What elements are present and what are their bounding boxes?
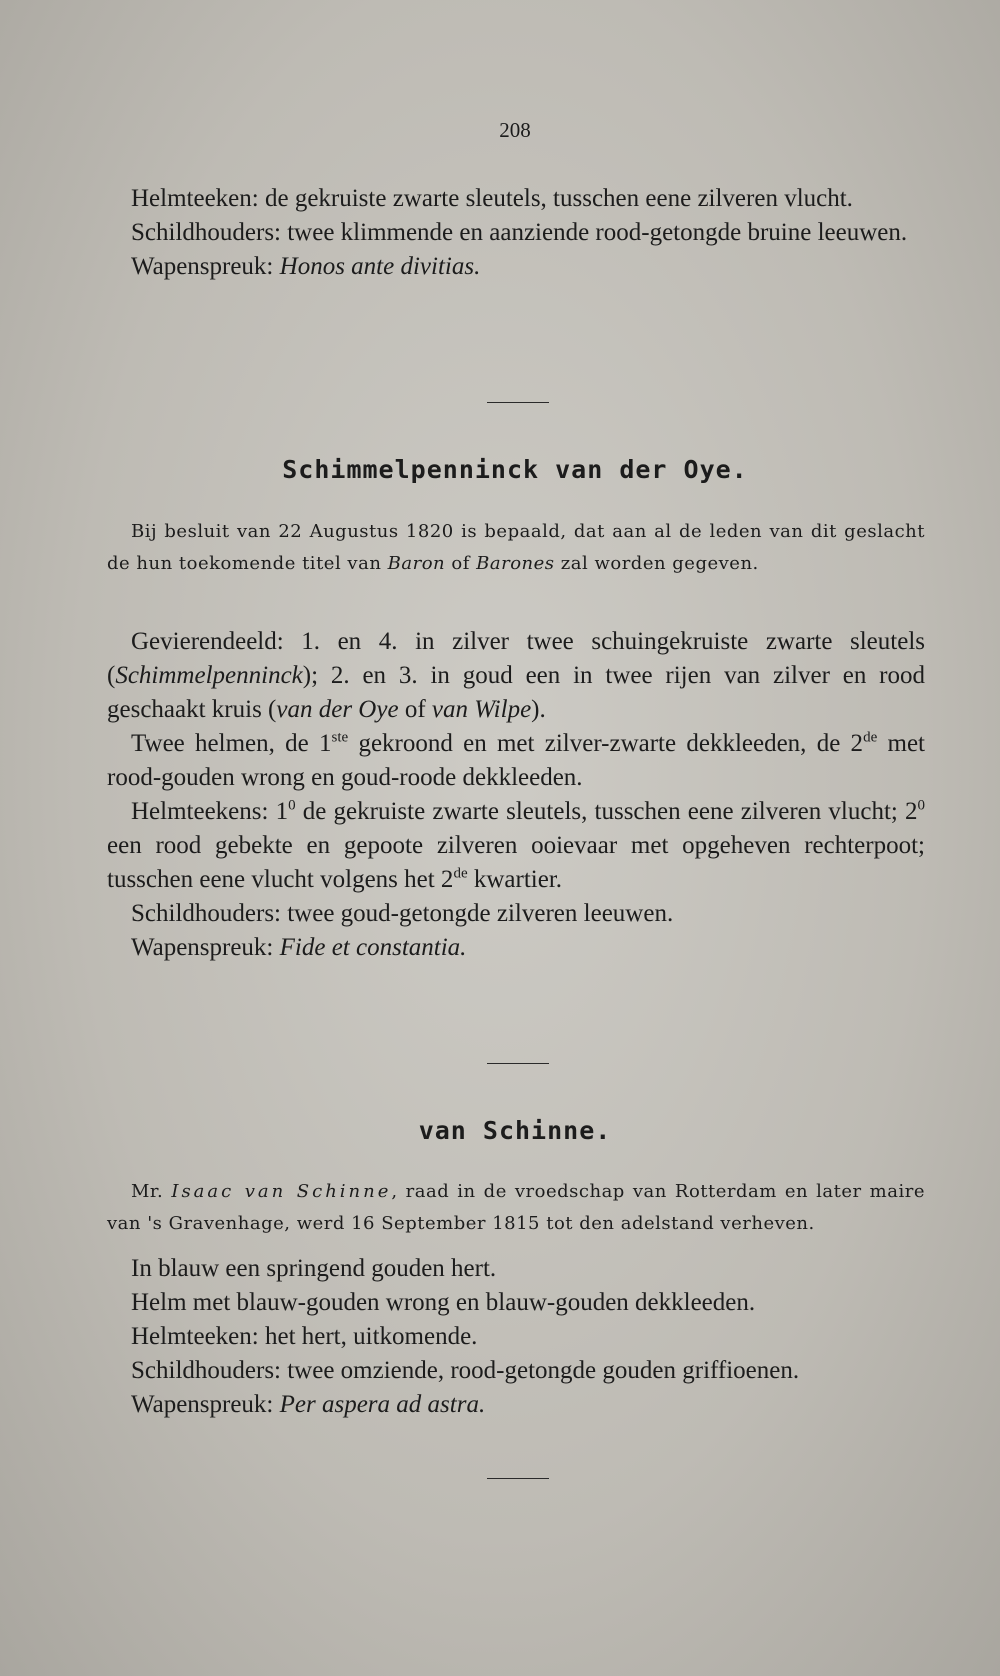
paragraph-helmteeken: Helmteeken: de gekruiste zwarte sleutels, tusschen eene zilveren vlucht. xyxy=(131,185,853,212)
intro-paragraph xyxy=(107,1176,925,1240)
section-continuation xyxy=(107,182,925,284)
intro-text-a: Bij besluit van 22 Augustus 1820 is bepaald, dat aan al de leden van dit geslacht de hun toekomende titel van xyxy=(107,521,925,574)
p3-text-d: kwartier. xyxy=(473,866,563,893)
intro-barones: Barones xyxy=(476,553,555,574)
section-divider xyxy=(487,1478,549,1479)
section-body-schimmelpenninck xyxy=(107,625,925,965)
paragraph-helm: Helm met blauw-gouden wrong en blauw-gouden dekkleeden. xyxy=(131,1289,756,1316)
p1-name-van-der-oye: van der Oye xyxy=(276,696,399,723)
intro-text-b: , raad in de vroedschap van Rotterdam en later maire van 's Gravenhage, werd 16 September 1815 tot den adelstand verheven. xyxy=(107,1181,925,1234)
section-divider xyxy=(487,1063,549,1064)
p1-text-d: ). xyxy=(531,696,546,723)
motto-text: Honos ante divitias. xyxy=(279,253,481,280)
section-title-van-schinne: van Schinne. xyxy=(418,1116,612,1145)
paragraph-helmen xyxy=(107,727,925,795)
section-intro-van-schinne xyxy=(107,1176,925,1240)
p3-text-b: de gekruiste zwarte sleutels, tusschen eene zilveren vlucht; 2 xyxy=(302,798,918,825)
p1-name-van-wilpe: van Wilpe xyxy=(431,696,532,723)
p2-text-c: met rood-gouden wrong en goud-roode dekkleeden. xyxy=(107,730,925,791)
p1-text-c: of xyxy=(404,696,426,723)
motto-text: Per aspera ad astra. xyxy=(279,1391,486,1418)
paragraph-helmteeken: Helmteeken: het hert, uitkomende. xyxy=(131,1323,478,1350)
section-divider xyxy=(487,402,549,403)
paragraph-gevierendeeld xyxy=(107,625,925,727)
paragraph-schildhouders: Schildhouders: twee klimmende en aanziende rood-getongde bruine leeuwen. xyxy=(131,219,908,246)
paragraph-schildhouders: Schildhouders: twee goud-getongde zilveren leeuwen. xyxy=(131,900,674,927)
p3-sup-2: 0 xyxy=(917,797,926,814)
section-body-van-schinne xyxy=(107,1252,925,1422)
intro-name: Isaac van Schinne xyxy=(171,1181,392,1202)
paragraph-wapenspreuk xyxy=(107,250,925,284)
p3-text-c: een rood gebekte en gepoote zilveren ooievaar met opgeheven rechterpoot; tusschen eene vlucht volgens het 2 xyxy=(107,832,925,893)
page-number: 208 xyxy=(499,118,531,142)
paragraph-schildhouders: Schildhouders: twee omziende, rood-getongde gouden griffioenen. xyxy=(131,1357,800,1384)
p2-text-a: Twee helmen, de 1 xyxy=(131,730,332,757)
paragraph-wapenspreuk xyxy=(107,931,925,965)
p3-sup-1: 0 xyxy=(288,797,296,814)
p3-text-a: Helmteekens: 1 xyxy=(131,798,289,825)
p2-text-b: gekroond en met zilver-zwarte dekkleeden, de 2 xyxy=(358,730,864,757)
paragraph-helmteekens xyxy=(107,795,925,897)
paragraph-blazoen: In blauw een springend gouden hert. xyxy=(131,1255,497,1282)
section-intro-schimmelpenninck xyxy=(107,516,925,580)
intro-paragraph xyxy=(107,516,925,580)
motto-label: Wapenspreuk: xyxy=(131,934,274,961)
intro-baron: Baron xyxy=(387,553,446,574)
intro-text-b: zal worden gegeven. xyxy=(560,553,759,574)
p3-sup-3: de xyxy=(453,865,468,882)
intro-of: of xyxy=(451,553,470,574)
motto-label: Wapenspreuk: xyxy=(131,1391,274,1418)
motto-label: Wapenspreuk: xyxy=(131,253,274,280)
motto-text: Fide et constantia. xyxy=(279,934,467,961)
p2-sup-1: ste xyxy=(331,729,349,746)
p1-name-schimmelpenninck: Schimmelpenninck xyxy=(115,662,303,689)
p2-sup-2: de xyxy=(863,729,878,746)
paragraph-wapenspreuk xyxy=(107,1388,925,1422)
section-title-schimmelpenninck: Schimmelpenninck van der Oye. xyxy=(282,455,748,484)
p1-text-a: Gevierendeeld: 1. en 4. in zilver twee schuingekruiste zwarte sleutels ( xyxy=(107,628,925,689)
p1-text-b: ); 2. en 3. in goud een in twee rijen van zilver en rood geschaakt kruis ( xyxy=(107,662,925,723)
intro-mr: Mr. xyxy=(131,1181,164,1202)
